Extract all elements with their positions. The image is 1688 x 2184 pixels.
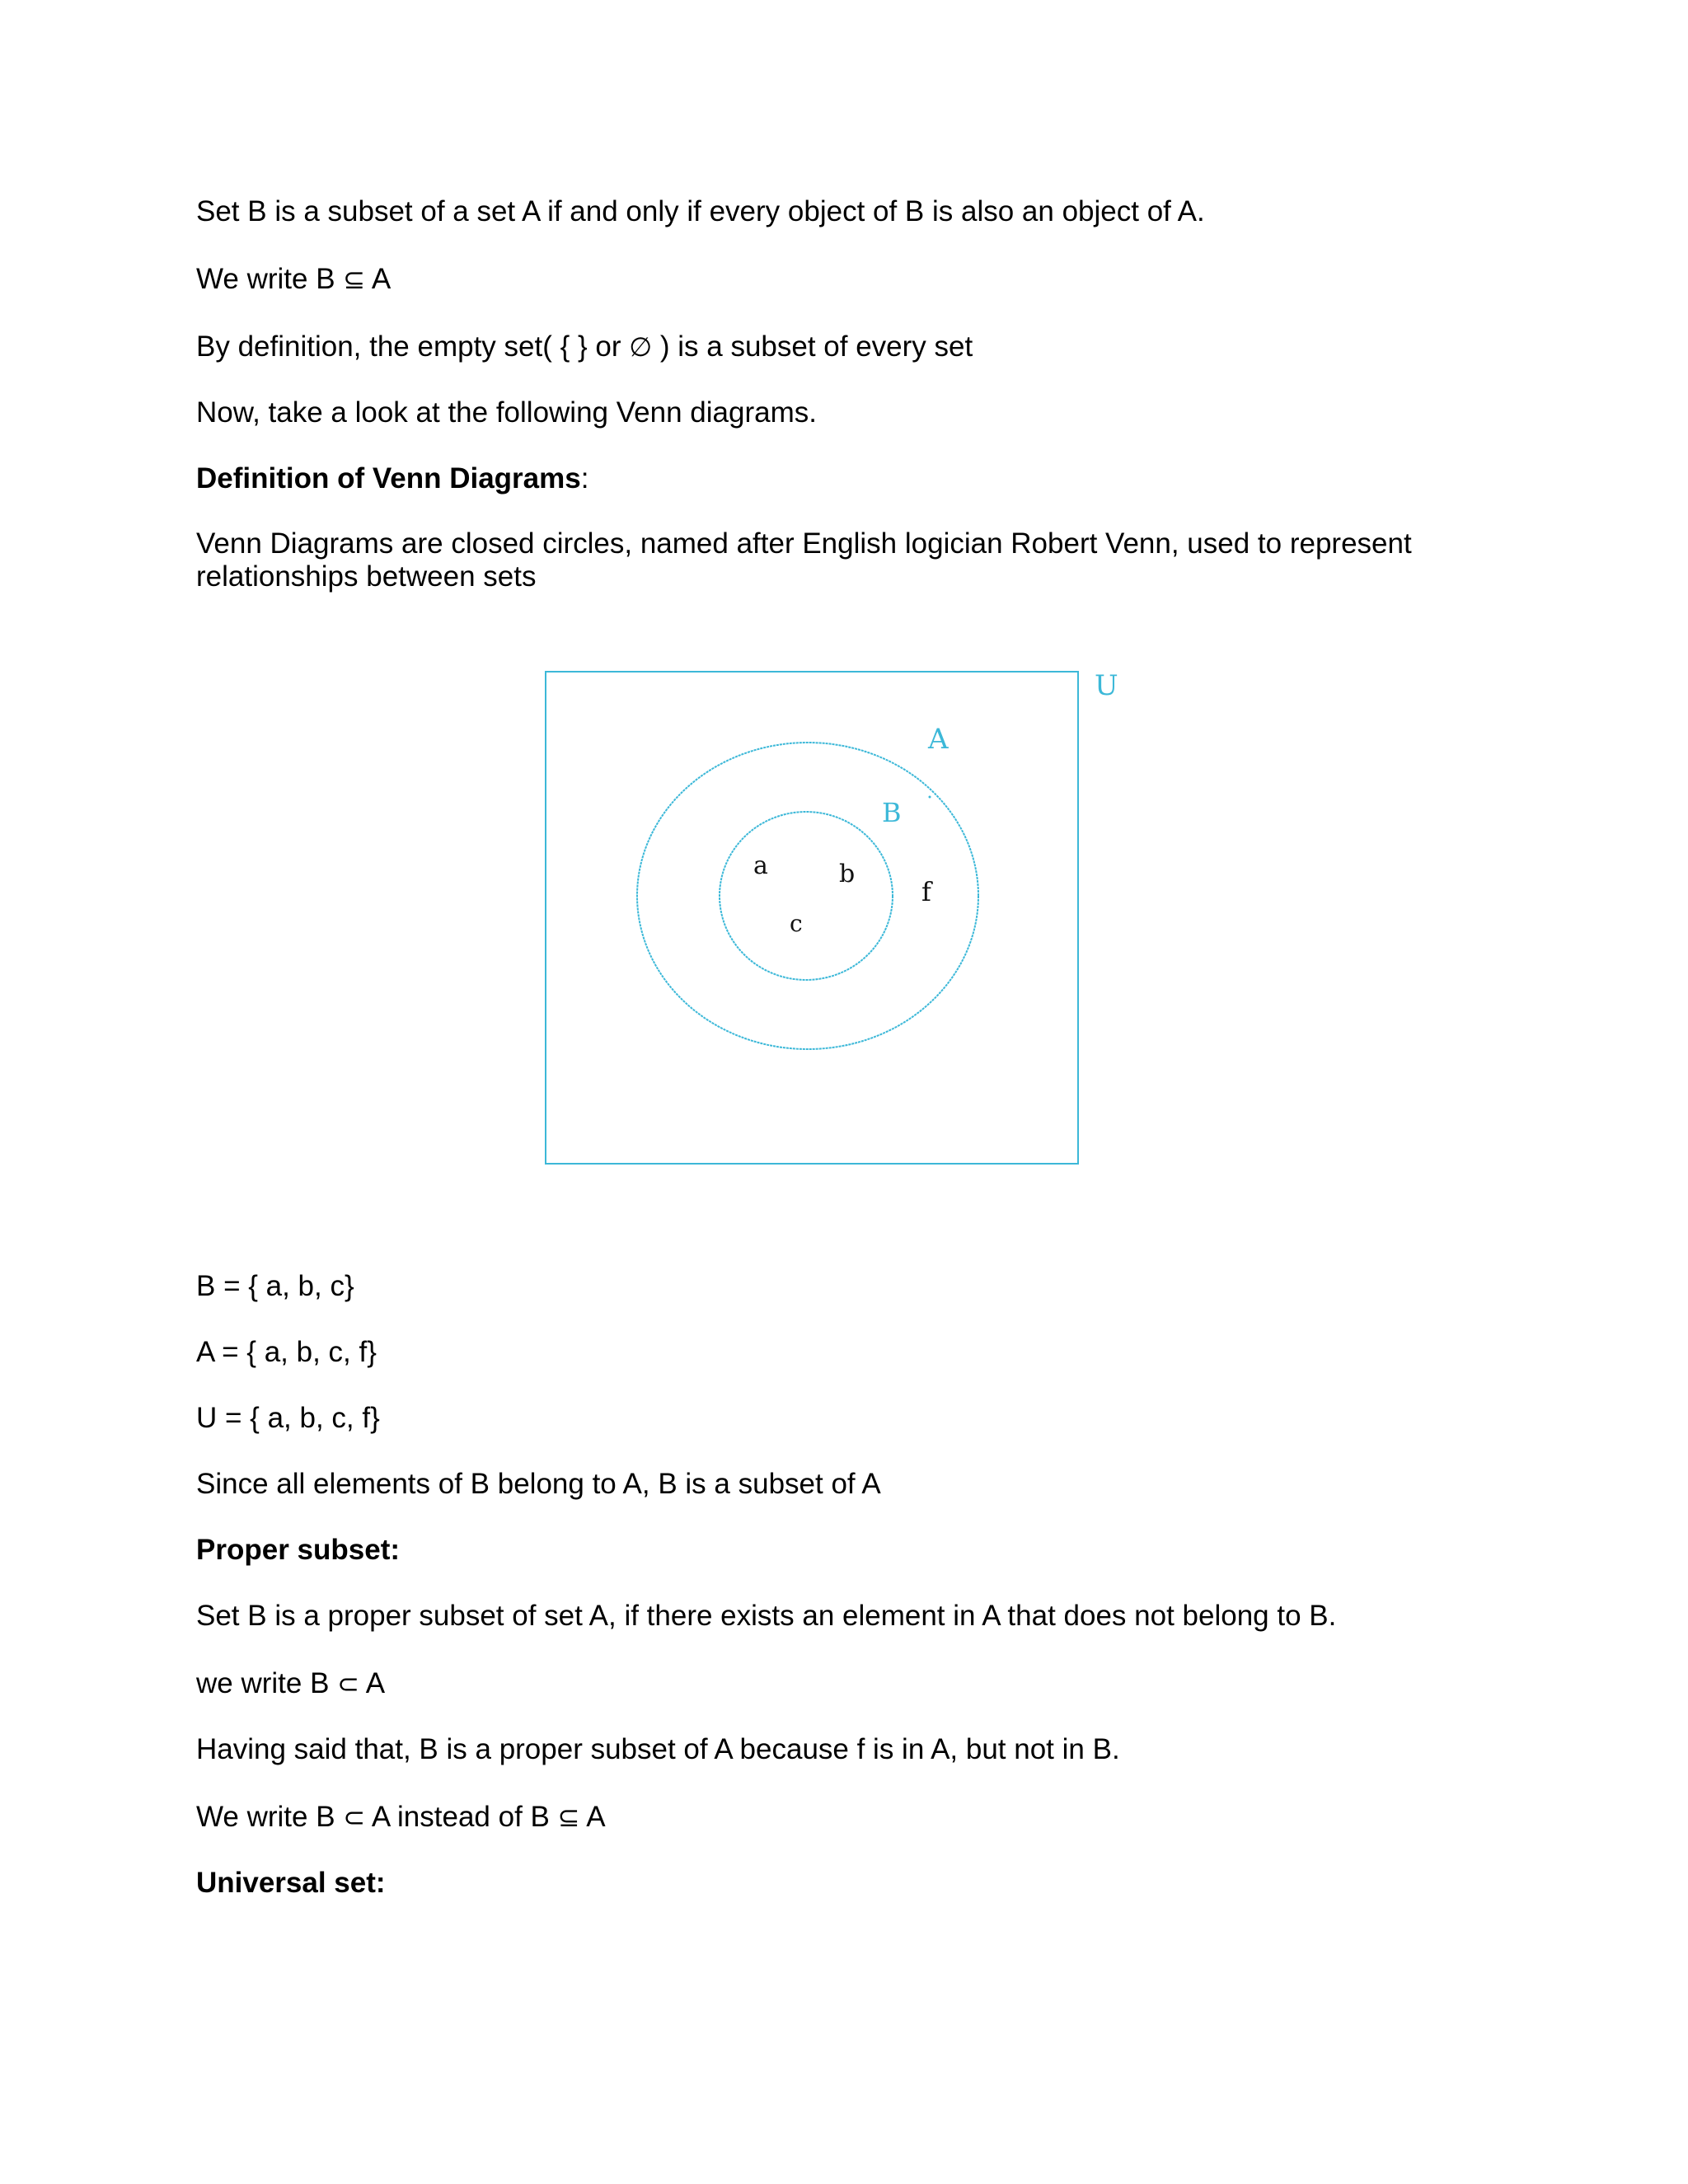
notation-suffix: A xyxy=(359,1667,386,1699)
subseteq-symbol: ⊆ xyxy=(557,1802,580,1832)
element-b: b xyxy=(839,860,856,888)
venn-definition-heading xyxy=(196,462,588,496)
notation-comparison-line xyxy=(196,1800,606,1835)
empty-set-prefix: By definition, the empty set( { } or xyxy=(196,330,630,363)
universal-set-heading: Universal set: xyxy=(196,1867,386,1899)
set-b-circle xyxy=(720,812,893,980)
notation-prefix: We write B xyxy=(196,263,344,295)
set-a-definition: A = { a, b, c, f} xyxy=(196,1336,377,1368)
proper-subset-heading: Proper subset: xyxy=(196,1534,400,1566)
subset-symbol: ⊂ xyxy=(337,1669,359,1699)
empty-set-suffix: ) is a subset of every set xyxy=(652,330,973,363)
label-u: U xyxy=(1095,669,1118,702)
set-b-definition: B = { a, b, c} xyxy=(196,1270,354,1302)
universal-set-rectangle xyxy=(546,672,1078,1164)
stray-dot xyxy=(929,796,931,799)
subset-notation-line xyxy=(196,262,391,297)
subset-definition: Set B is a subset of a set A if and only if every object of B is also an object of A. xyxy=(196,195,1205,227)
set-u-definition: U = { a, b, c, f} xyxy=(196,1402,380,1434)
proper-subset-definition: Set B is a proper subset of set A, if there exists an element in A that does not belong to B. xyxy=(196,1600,1337,1632)
empty-set-definition xyxy=(196,330,973,364)
venn-intro: Now, take a look at the following Venn diagrams. xyxy=(196,396,817,429)
notation-prefix: we write B xyxy=(196,1667,338,1699)
notation-suffix: A xyxy=(365,263,392,295)
comparison-suffix: A xyxy=(579,1801,606,1833)
element-f: f xyxy=(921,876,931,907)
comparison-prefix: We write B xyxy=(196,1801,344,1833)
subseteq-symbol: ⊆ xyxy=(343,265,366,294)
heading-text: Definition of Venn Diagrams xyxy=(196,462,581,494)
element-a: a xyxy=(753,851,768,880)
proper-subset-explanation: Having said that, B is a proper subset of A because f is in A, but not in B. xyxy=(196,1733,1120,1765)
subset-symbol: ⊂ xyxy=(343,1802,366,1832)
comparison-middle: A instead of B xyxy=(365,1801,558,1833)
heading-colon: : xyxy=(580,462,589,494)
label-a: A xyxy=(928,723,949,756)
venn-definition-paragraph: Venn Diagrams are closed circles, named after English logician Robert Venn, used to represent relationships between sets xyxy=(196,527,1412,593)
venn-diagram xyxy=(528,659,1154,1187)
proper-subset-notation-line xyxy=(196,1666,385,1701)
element-c: c xyxy=(790,910,803,937)
emptyset-symbol: ∅ xyxy=(629,332,653,362)
subset-conclusion: Since all elements of B belong to A, B is a subset of A xyxy=(196,1468,881,1500)
label-b: B xyxy=(882,797,902,828)
